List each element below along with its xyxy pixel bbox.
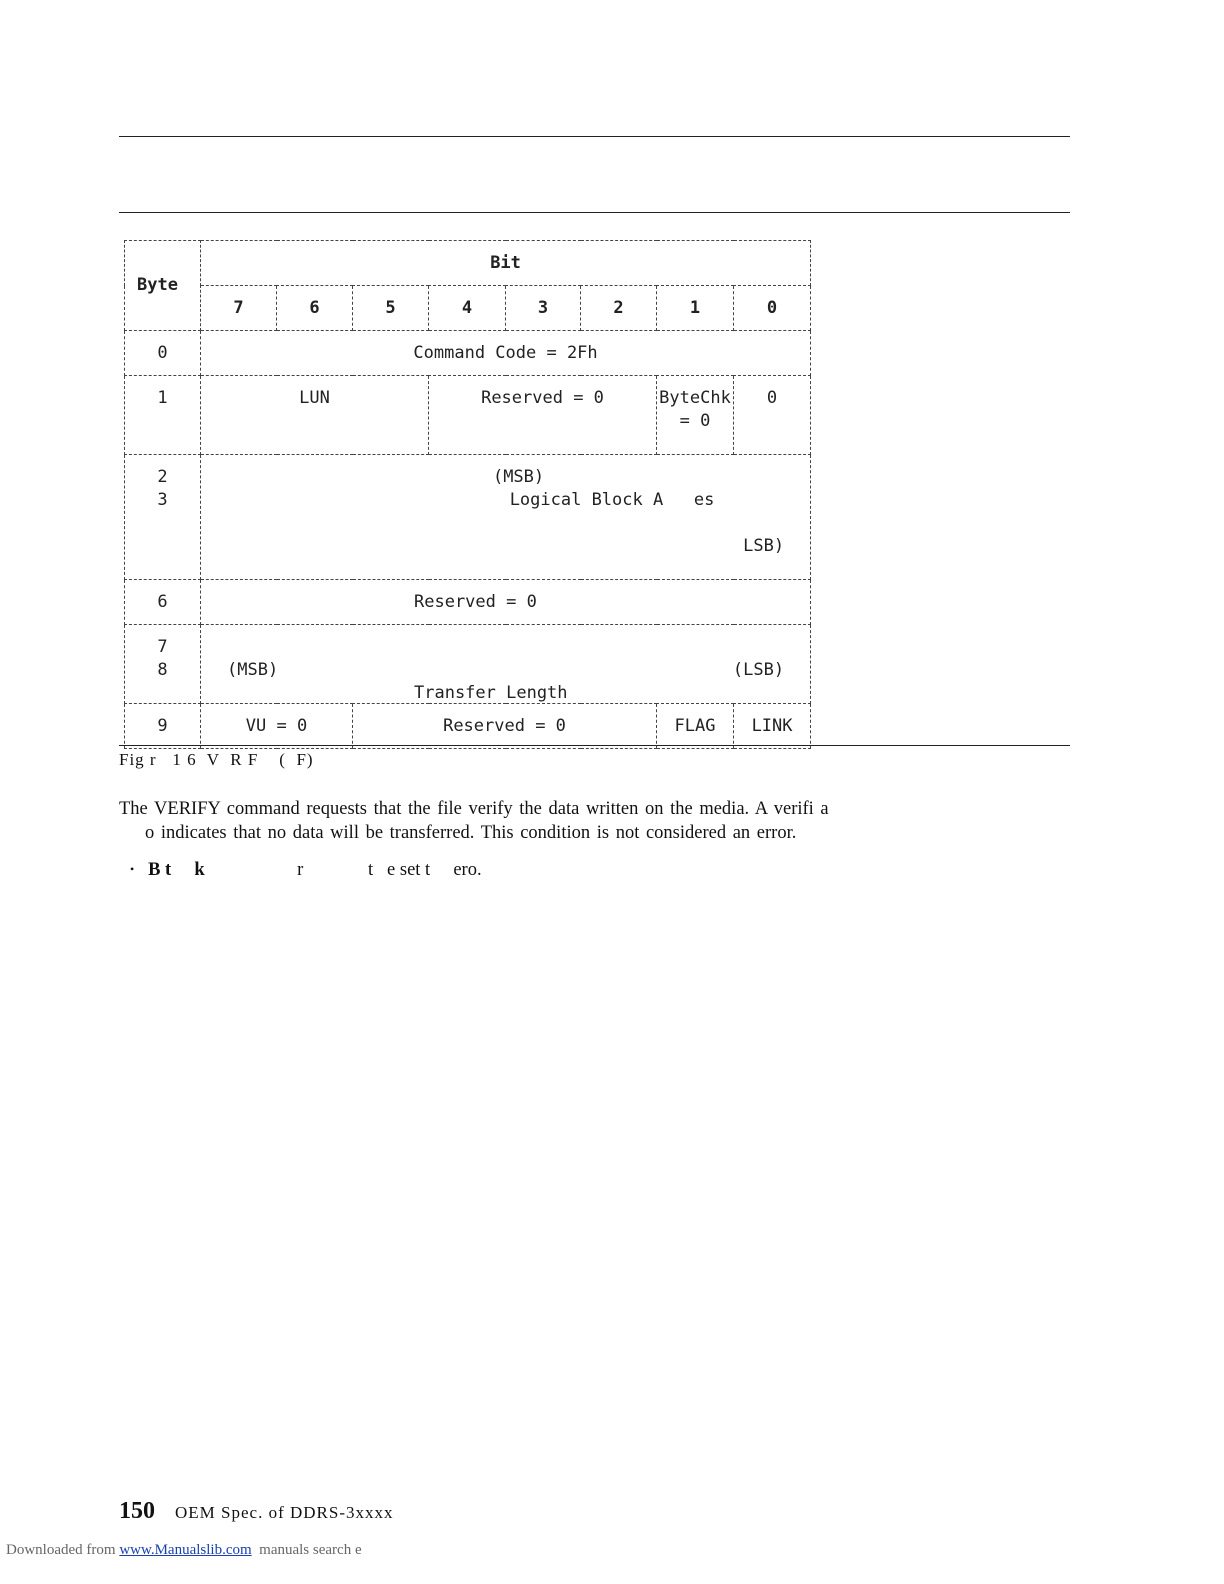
bit-header: Bit [201, 241, 811, 286]
bit-4: 4 [429, 286, 506, 331]
reserved-field: Reserved = 0 [429, 376, 657, 455]
byte-2: 2 [157, 467, 168, 487]
table-row [125, 625, 811, 704]
bit-2: 2 [581, 286, 657, 331]
link-field: LINK [734, 704, 811, 749]
table-row [125, 580, 811, 625]
byte-header: Byte [125, 241, 201, 331]
table-row [125, 704, 811, 749]
transfer-length-field [201, 625, 811, 704]
paragraph-line-2: o indicates that no data will be transferred. This condition is not considered an error. [145, 823, 797, 843]
byte-6: 6 [125, 580, 201, 625]
caption-rule [119, 745, 1070, 746]
bit-number-row [125, 286, 811, 331]
msb-label: (MSB) [492, 467, 545, 487]
bytechk-field [657, 376, 734, 455]
figure-caption: Fig r 1 6 V R F ( F) [119, 750, 314, 769]
lun-field: LUN [201, 376, 429, 455]
bullet-item [130, 860, 482, 881]
bit-3: 3 [506, 286, 581, 331]
byte-1: 1 [125, 376, 201, 455]
description-paragraph [119, 797, 1019, 845]
bullet-text: r t e set t ero. [204, 860, 482, 880]
table-row [125, 376, 811, 455]
bytechk-value: = 0 [679, 411, 711, 431]
bit-5: 5 [353, 286, 429, 331]
download-prefix: Downloaded from [6, 1542, 120, 1558]
logical-block-address-field [201, 455, 811, 580]
download-notice [6, 1542, 362, 1559]
bit-1: 1 [657, 286, 734, 331]
bit-7: 7 [201, 286, 277, 331]
transfer-length-label: Transfer Length [414, 683, 568, 703]
command-code-field: Command Code = 2Fh [201, 331, 811, 376]
command-descriptor-table [124, 240, 811, 749]
byte-8: 8 [157, 660, 168, 680]
byte-9: 9 [125, 704, 201, 749]
vu-field: VU = 0 [201, 704, 353, 749]
page-number: 150 [119, 1498, 155, 1524]
paragraph-line-1: The VERIFY command requests that the file verify the data written on the media. A verifi a [119, 799, 829, 819]
document-title: OEM Spec. of DDRS-3xxxx [175, 1503, 394, 1522]
bullet-bold-term: B t k [148, 860, 205, 880]
lsb-label: (LSB) [732, 660, 785, 680]
reserved-field: Reserved = 0 [353, 704, 657, 749]
download-suffix: manuals search e [251, 1542, 362, 1558]
bit0-field: 0 [734, 376, 811, 455]
bit-0: 0 [734, 286, 811, 331]
byte-3: 3 [157, 490, 168, 510]
manualslib-link[interactable]: www.Manualslib.com [119, 1542, 252, 1558]
msb-label: (MSB) [227, 660, 279, 680]
byte-2-3 [125, 455, 201, 580]
byte-0: 0 [125, 331, 201, 376]
lsb-label: LSB) [743, 536, 785, 556]
byte-7-8 [125, 625, 201, 704]
flag-field: FLAG [657, 704, 734, 749]
byte-7: 7 [157, 637, 168, 657]
table-row [125, 331, 811, 376]
header-rule [119, 212, 1070, 213]
table-header-row [125, 241, 811, 286]
logical-block-label: Logical Block A es [509, 490, 715, 510]
bit-6: 6 [277, 286, 353, 331]
page-footer [119, 1498, 394, 1525]
table-row [125, 455, 811, 580]
bytechk-label: ByteChk [659, 388, 731, 408]
reserved-byte-field: Reserved = 0 [201, 580, 811, 625]
top-rule [119, 136, 1070, 137]
bullet-mark: • [130, 862, 135, 876]
